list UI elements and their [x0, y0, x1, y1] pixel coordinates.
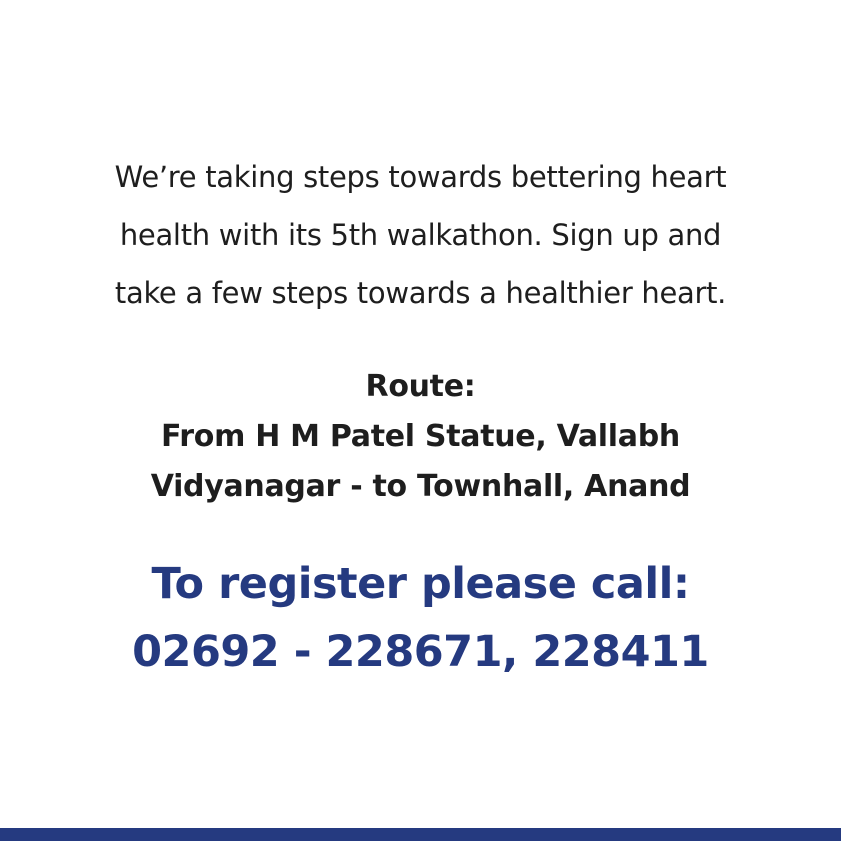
route-line: From H M Patel Statue, Vallabh: [161, 419, 680, 454]
intro-line: take a few steps towards a healthier heart.: [114, 276, 727, 310]
route-block: [0, 362, 841, 512]
intro-line: We’re taking steps towards bettering heart: [114, 160, 727, 194]
register-block: [0, 550, 841, 686]
intro-line: health with its 5th walkathon. Sign up and: [119, 218, 722, 252]
bottom-accent-bar: [0, 828, 841, 841]
register-prompt: To register please call:: [151, 559, 690, 609]
intro-text: [0, 148, 841, 322]
route-line: Vidyanagar - to Townhall, Anand: [150, 469, 691, 504]
route-heading: Route:: [365, 369, 476, 404]
register-phone-numbers: 02692 - 228671, 228411: [132, 627, 709, 677]
